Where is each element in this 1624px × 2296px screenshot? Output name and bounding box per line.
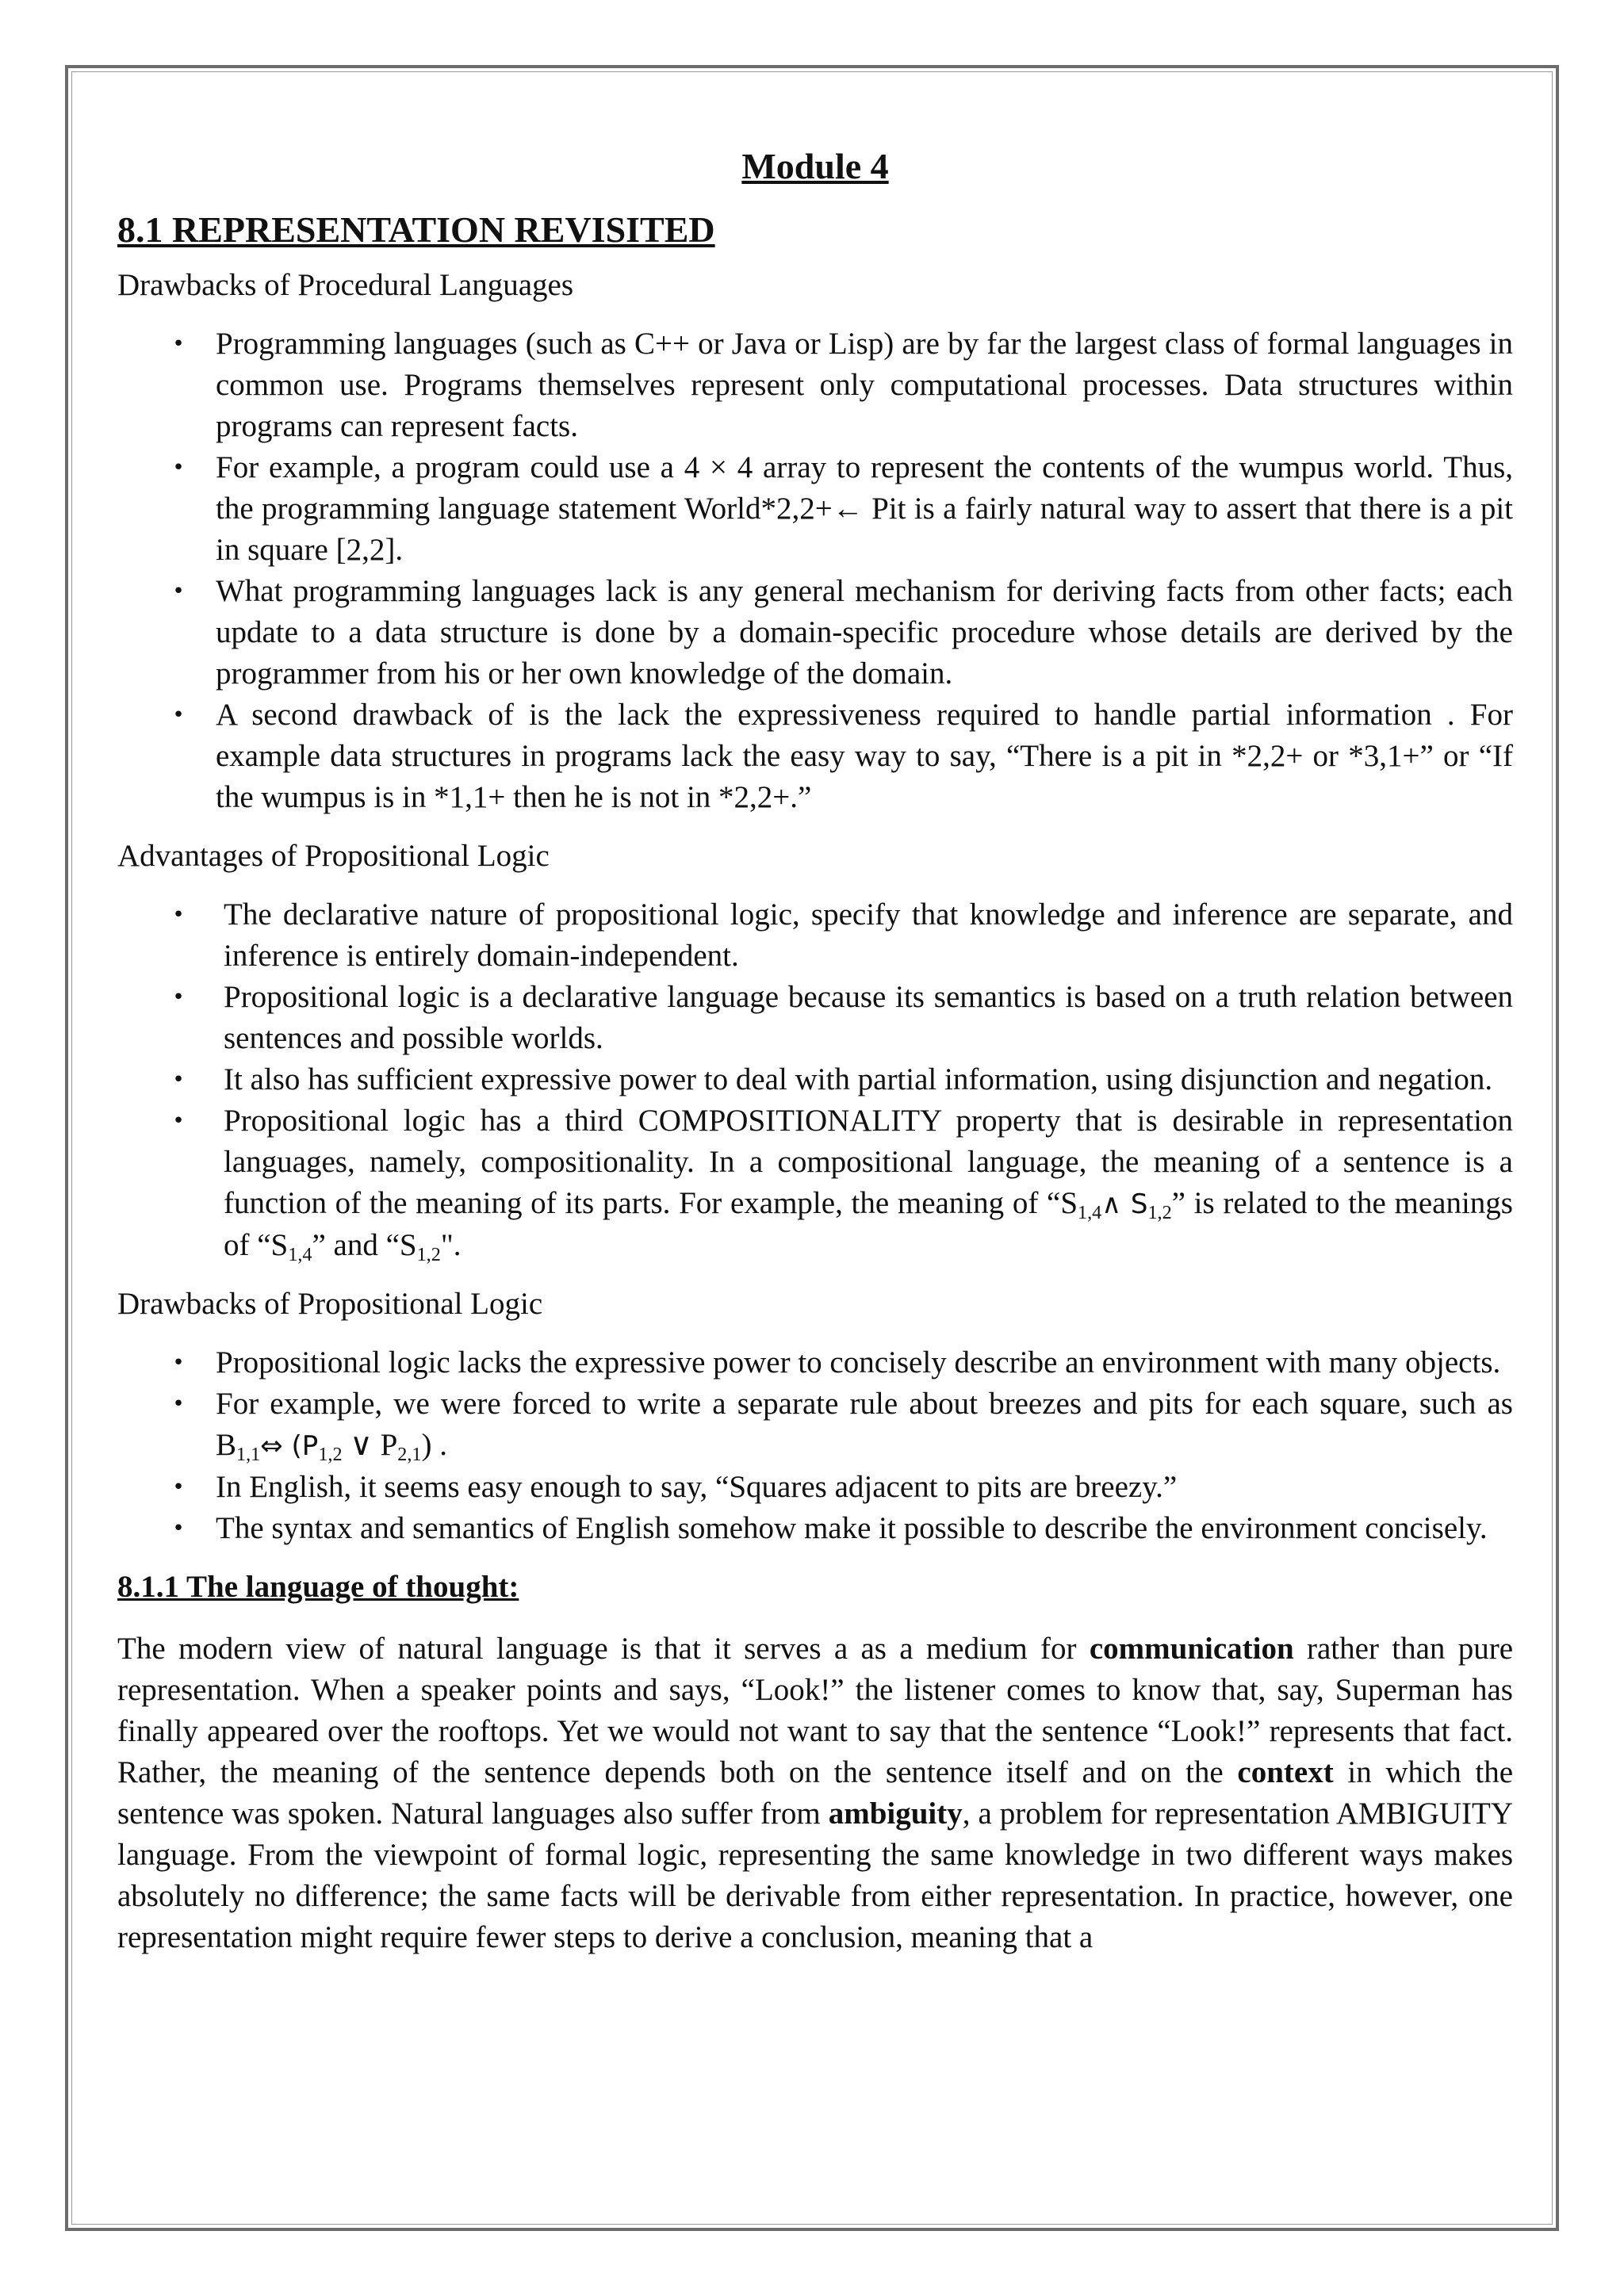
list-drawbacks-procedural xyxy=(117,323,1513,818)
subscript: 1,2 xyxy=(416,1243,441,1265)
bullet-icon: • xyxy=(172,1392,185,1416)
list-item-text: A second drawback of is the lack the expressiveness required to handle partial information . For example data structures in programs lack the easy way to say, “There is a pit in *2,2+ or *3,1+” or “If the wumpus is in *1,1+ then he is not in *2,2+.” xyxy=(216,698,1513,814)
bullet-icon: • xyxy=(172,456,185,480)
text-run: rather than pure representation. When a speaker points and says, “Look!” the listener comes to know that, say, Superman has finally appeared over the rooftops. Yet we would not want to say that the sentence “Look!” represents that fact. Rather, the meaning of the sentence depends both on the sentence itself and on the xyxy=(117,1632,1514,1789)
list-item-text: It also has sufficient expressive power to deal with partial information, using disjunction and negation. xyxy=(224,1062,1493,1096)
document-body xyxy=(117,143,1513,1958)
list-item xyxy=(117,1383,1513,1467)
list-item xyxy=(117,695,1513,818)
bullet-icon: • xyxy=(172,1351,185,1375)
list-item-text: The syntax and semantics of English somehow make it possible to describe the environment concisely. xyxy=(216,1511,1488,1545)
heading-drawbacks-propositional: Drawbacks of Propositional Logic xyxy=(117,1287,543,1321)
list-item-text xyxy=(216,1387,1513,1465)
list-item xyxy=(117,1342,1513,1383)
bullet-icon: • xyxy=(172,703,185,727)
list-item-text: In English, it seems easy enough to say, “Squares adjacent to pits are breezy.” xyxy=(216,1470,1178,1504)
list-item-text: For example, a program could use a 4 × 4 array to represent the contents of the wumpus world. Thus, the programming language statement World*2,2+← Pit is a fairly natural way to assert that there is a pit in square [2,2]. xyxy=(216,450,1513,567)
text-run: , a problem for representation AMBIGUITY language. From the viewpoint of formal logic, representing the same knowledge in two different ways makes absolutely no difference; the same facts will be derivable from either representation. In practice, however, one representation might require fewer steps to derive a conclusion, meaning that a xyxy=(117,1797,1513,1954)
module-title: Module 4 xyxy=(741,146,889,186)
paragraph-language-of-thought xyxy=(117,1628,1513,1958)
list-item xyxy=(117,1100,1513,1266)
biconditional-symbol: ⇔ (P xyxy=(260,1430,319,1462)
list-item xyxy=(117,1059,1513,1100)
list-drawbacks-propositional xyxy=(117,1342,1513,1549)
list-item-text: The declarative nature of propositional logic, specify that knowledge and inference are separate, and inference is entirely domain-independent. xyxy=(224,897,1513,973)
list-item xyxy=(117,1508,1513,1549)
list-item xyxy=(117,447,1513,571)
list-advantages-propositional xyxy=(117,894,1513,1266)
list-item-text: What programming languages lack is any general mechanism for deriving facts from other facts; each update to a data structure is done by a domain-specific procedure whose details are derived by the programmer from his or her own knowledge of the domain. xyxy=(216,574,1513,691)
list-item-text xyxy=(224,1104,1513,1265)
list-item xyxy=(117,323,1513,447)
logic-and-symbol: ∧ S xyxy=(1101,1188,1148,1220)
subscript: 1,4 xyxy=(1078,1201,1102,1223)
bullet-icon: • xyxy=(172,1475,185,1499)
text-run: For example, we were forced to write a separate rule about breezes and pits for each square, such as B xyxy=(216,1387,1513,1462)
subscript: 2,1 xyxy=(397,1443,422,1465)
bullet-icon: • xyxy=(172,1068,185,1092)
list-item xyxy=(117,977,1513,1059)
bold-term: communication xyxy=(1089,1632,1294,1666)
list-item xyxy=(117,1467,1513,1508)
bold-term: context xyxy=(1237,1755,1334,1789)
list-item-text: Propositional logic lacks the expressive power to concisely describe an environment with many objects. xyxy=(216,1345,1501,1380)
subscript: 1,4 xyxy=(288,1243,312,1265)
text-run: ) . xyxy=(421,1428,447,1462)
text-run: in which the sentence was spoken. Natural languages also suffer from xyxy=(117,1755,1514,1831)
bullet-icon: • xyxy=(172,580,185,603)
list-item xyxy=(117,894,1513,977)
bullet-icon: • xyxy=(172,1517,185,1540)
bold-term: ambiguity xyxy=(828,1797,963,1831)
list-item xyxy=(117,571,1513,695)
heading-advantages-propositional: Advantages of Propositional Logic xyxy=(117,839,550,873)
subscript: 1,2 xyxy=(318,1443,343,1465)
subscript: 1,2 xyxy=(1147,1201,1172,1223)
text-run: The modern view of natural language is that it serves a as a medium for xyxy=(117,1632,1090,1666)
bullet-icon: • xyxy=(172,1109,185,1133)
text-run: ". xyxy=(440,1228,462,1262)
text-run: ∨ P xyxy=(342,1428,398,1462)
subsection-title: 8.1.1 The language of thought: xyxy=(117,1570,519,1604)
text-run: ” is related to the meanings of “S xyxy=(224,1186,1513,1262)
heading-drawbacks-procedural: Drawbacks of Procedural Languages xyxy=(117,268,574,302)
bullet-icon: • xyxy=(172,985,185,1009)
subscript: 1,1 xyxy=(236,1443,261,1465)
text-run: Propositional logic has a third COMPOSITIONALITY property that is desirable in representation languages, namely, compositionality. In a compositional language, the meaning of a sentence is a function of the meaning of its parts. For example, the meaning of “S xyxy=(224,1104,1513,1220)
bullet-icon: • xyxy=(172,903,185,927)
bullet-icon: • xyxy=(172,332,185,356)
section-title: 8.1 REPRESENTATION REVISITED xyxy=(117,209,715,250)
text-run: ” and “S xyxy=(312,1228,417,1262)
list-item-text: Propositional logic is a declarative language because its semantics is based on a truth relation between sentences and possible worlds. xyxy=(224,980,1513,1055)
list-item-text: Programming languages (such as C++ or Java or Lisp) are by far the largest class of formal languages in common use. Programs themselves represent only computational processes. Data structures within programs can represent facts. xyxy=(216,327,1513,443)
